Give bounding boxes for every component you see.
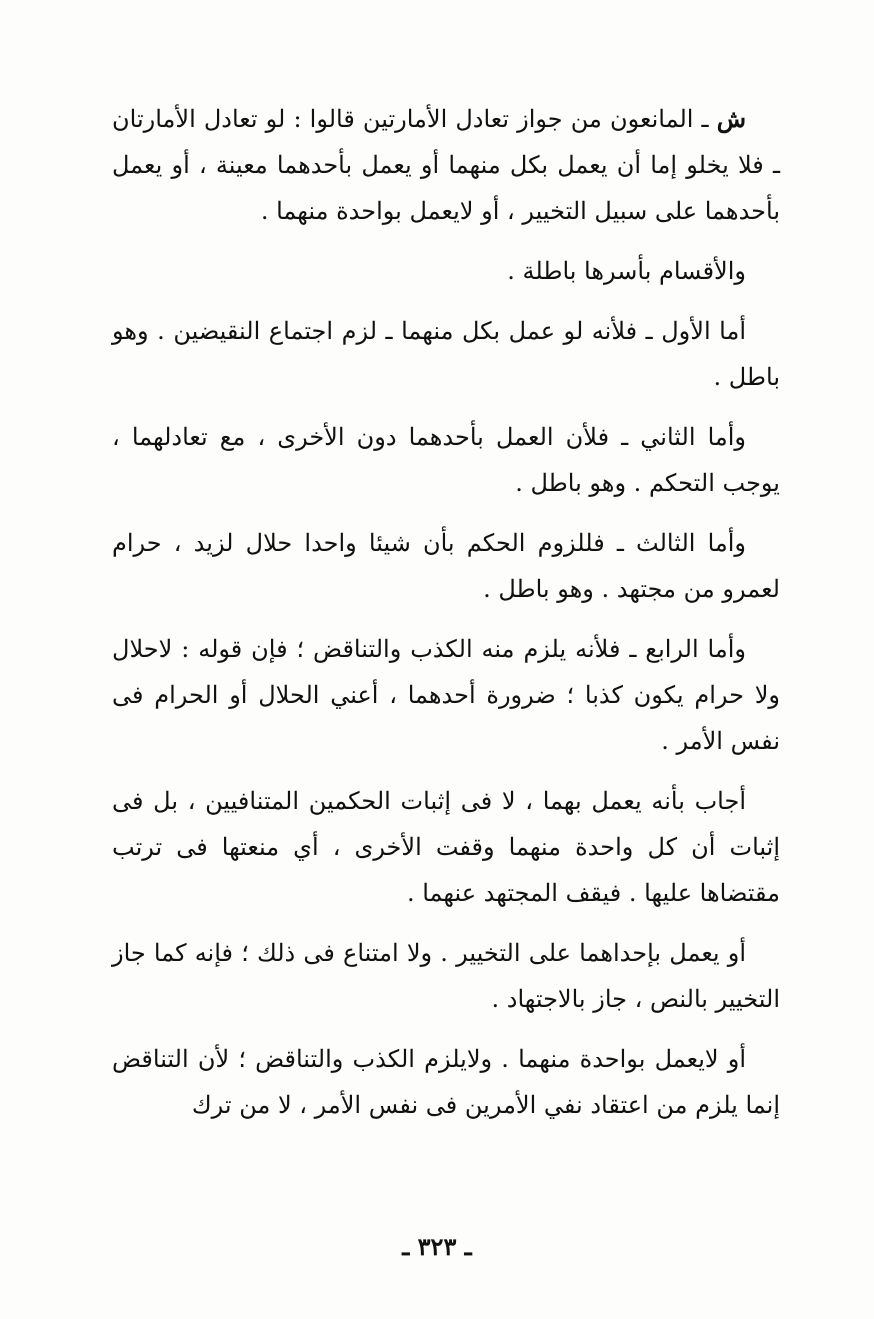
commentary-marker: ش <box>716 104 746 133</box>
paragraph-4: وأما الثاني ـ فلأن العمل بأحدهما دون الأخرى ، مع تعادلهما ، يوجب التحكم . وهو باطل . <box>112 423 780 497</box>
paragraph-2: والأقسام بأسرها باطلة . <box>507 257 746 285</box>
paragraph-7: أجاب بأنه يعمل بهما ، لا فى إثبات الحكمين المتنافيين ، بل فى إثبات أن كل واحدة منهما وقفت الأخرى ، أي منعتها فى ترتب مقتضاها عليها . فيقف المجتهد عنهما . <box>112 787 780 907</box>
paragraph-8: أو يعمل بإحداهما على التخيير . ولا امتناع فى ذلك ؛ فإنه كما جاز التخيير بالنص ، جاز بالاجتهاد . <box>112 939 780 1013</box>
paragraph-5: وأما الثالث ـ فللزوم الحكم بأن شيئا واحدا حلال لزيد ، حرام لعمرو من مجتهد . وهو باطل . <box>112 529 780 603</box>
paragraph-6: وأما الرابع ـ فلأنه يلزم منه الكذب والتناقض ؛ فإن قوله : لاحلال ولا حرام يكون كذبا ؛ ضرورة أحدهما ، أعني الحلال أو الحرام فى نفس الأمر . <box>112 635 780 755</box>
paragraph-3: أما الأول ـ فلأنه لو عمل بكل منهما ـ لزم اجتماع النقيضين . وهو باطل . <box>112 317 780 391</box>
paragraph-9: أو لايعمل بواحدة منهما . ولايلزم الكذب والتناقض ؛ لأن التناقض إنما يلزم من اعتقاد نفي الأمرين فى نفس الأمر ، لا من ترك <box>112 1045 780 1119</box>
page-number: ـ ٣٢٣ ـ <box>402 1232 472 1261</box>
main-text <box>112 96 780 1142</box>
paragraph-1 <box>112 96 780 234</box>
paragraph-text: ـ المانعون من جواز تعادل الأمارتين قالوا : لو تعادل الأمارتان ـ فلا يخلو إما أن يعمل بكل منهما أو يعمل بأحدهما معينة ، أو يعمل بأحدهما على سبيل التخيير ، أو لايعمل بواحدة منهما . <box>112 105 780 225</box>
